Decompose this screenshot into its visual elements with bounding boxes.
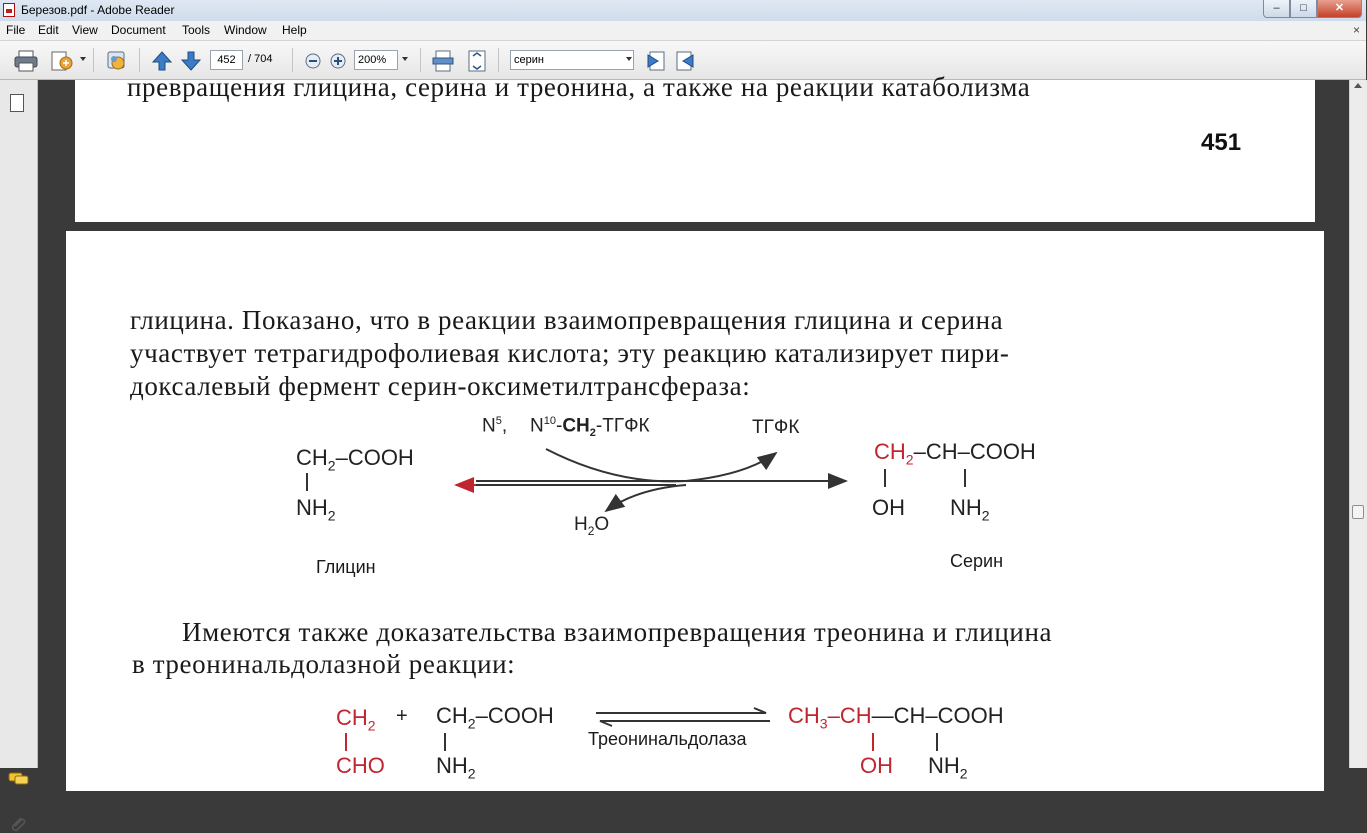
paragraph-line: участвует тетрагидрофолиевая кислота; эту реакцию катализирует пири- [130, 338, 1010, 368]
window-title: Березов.pdf - Adobe Reader [21, 3, 175, 17]
menu-help[interactable]: Help [282, 23, 307, 37]
find-previous-icon[interactable] [644, 50, 666, 70]
pdf-page-452 [66, 231, 1324, 791]
menu-bar [0, 21, 1366, 41]
next-page-icon[interactable] [180, 50, 202, 70]
title-bar [0, 0, 1366, 22]
paragraph-line: в треонинальдолазной реакции: [132, 649, 516, 679]
page-count: / 704 [248, 53, 273, 65]
threonine-oh: OH [860, 753, 893, 778]
bond-line [306, 473, 308, 491]
find-dropdown-arrow[interactable] [626, 57, 632, 61]
minimize-button[interactable]: – [1263, 0, 1290, 18]
menu-document[interactable]: Document [111, 23, 166, 37]
enzyme-label: Треонинальдолаза [588, 729, 747, 749]
zoom-out-icon[interactable] [304, 50, 322, 70]
pdf-app-icon [3, 3, 15, 17]
scroll-up-arrow[interactable] [1354, 83, 1362, 88]
acetaldehyde-cho: CHO [336, 753, 385, 778]
cofactor-methylene-thfk: $N^{10}-CH_2$-ТГФК [530, 415, 650, 440]
menu-window[interactable]: Window [224, 23, 267, 37]
maximize-button[interactable]: □ [1290, 0, 1317, 18]
product-thfk: ТГФК [752, 417, 800, 438]
acetaldehyde-ch2: $CH_2$ [336, 705, 376, 734]
equilibrium-arrows [594, 707, 772, 729]
zoom-level-input[interactable]: 200% [354, 50, 398, 70]
vertical-scrollbar[interactable] [1349, 80, 1367, 768]
fit-page-icon[interactable] [466, 50, 488, 70]
paragraph-line: Имеются также доказательства взаимопревращения треонина и глицина [182, 617, 1053, 647]
glycine-nh2: $NH_2$ [436, 753, 476, 782]
glycine-formula: $CH_2$–COOH [436, 703, 554, 732]
pdf-page-451 [75, 72, 1315, 222]
threonine-nh2: $NH_2$ [928, 753, 968, 782]
page-number: 451 [1201, 129, 1242, 156]
share-dropdown-arrow[interactable] [80, 57, 86, 61]
water: $H_2O$ [574, 514, 610, 538]
paragraph-line: доксалевый фермент серин-оксиметилтрансфераза: [130, 371, 751, 401]
document-view[interactable] [38, 72, 1349, 782]
text-line: превращения глицина, серина и треонина, а также на реакции катаболизма [127, 72, 1031, 102]
menu-edit[interactable]: Edit [38, 23, 59, 37]
menu-view[interactable]: View [72, 23, 98, 37]
collaborate-icon[interactable] [105, 50, 129, 70]
find-input[interactable]: серин [510, 50, 634, 70]
find-next-icon[interactable] [675, 50, 697, 70]
plus-sign: + [396, 705, 408, 727]
cofactor-n5: $N^5$, [482, 415, 508, 437]
close-document-icon[interactable]: × [1352, 23, 1360, 37]
scrollbar-thumb[interactable] [1352, 505, 1364, 519]
page-number-input[interactable]: 452 [210, 50, 243, 70]
comments-icon[interactable] [8, 772, 30, 786]
navigation-panel [0, 80, 38, 768]
pages-panel-icon[interactable] [10, 94, 24, 112]
close-button[interactable]: ✕ [1317, 0, 1362, 18]
share-icon[interactable] [50, 50, 76, 70]
threonine-formula-top: $CH_3-CH—CH$–COOH [788, 703, 1004, 732]
fit-width-icon[interactable] [432, 50, 454, 70]
serine-nh2: $NH_2$ [950, 495, 990, 524]
serine-oh: OH [872, 495, 905, 520]
paragraph-line: глицина. Показано, что в реакции взаимопревращения глицина и серина [130, 305, 1004, 335]
zoom-in-icon[interactable] [329, 50, 347, 70]
zoom-dropdown-arrow[interactable] [402, 57, 408, 61]
attachment-icon[interactable] [9, 815, 27, 833]
serine-formula-top: $CH_2-CH$–COOH [874, 439, 1036, 468]
glycine-formula-top: $CH_2$–COOH [296, 445, 414, 474]
glycine-label: Глицин [316, 557, 376, 577]
print-icon[interactable] [14, 50, 38, 70]
previous-page-icon[interactable] [151, 50, 173, 70]
serine-label: Серин [950, 551, 1004, 571]
menu-tools[interactable]: Tools [182, 23, 211, 37]
menu-file[interactable]: File [6, 23, 26, 37]
glycine-formula-bottom: $NH_2$ [296, 495, 336, 524]
reaction-arrows [456, 435, 856, 525]
